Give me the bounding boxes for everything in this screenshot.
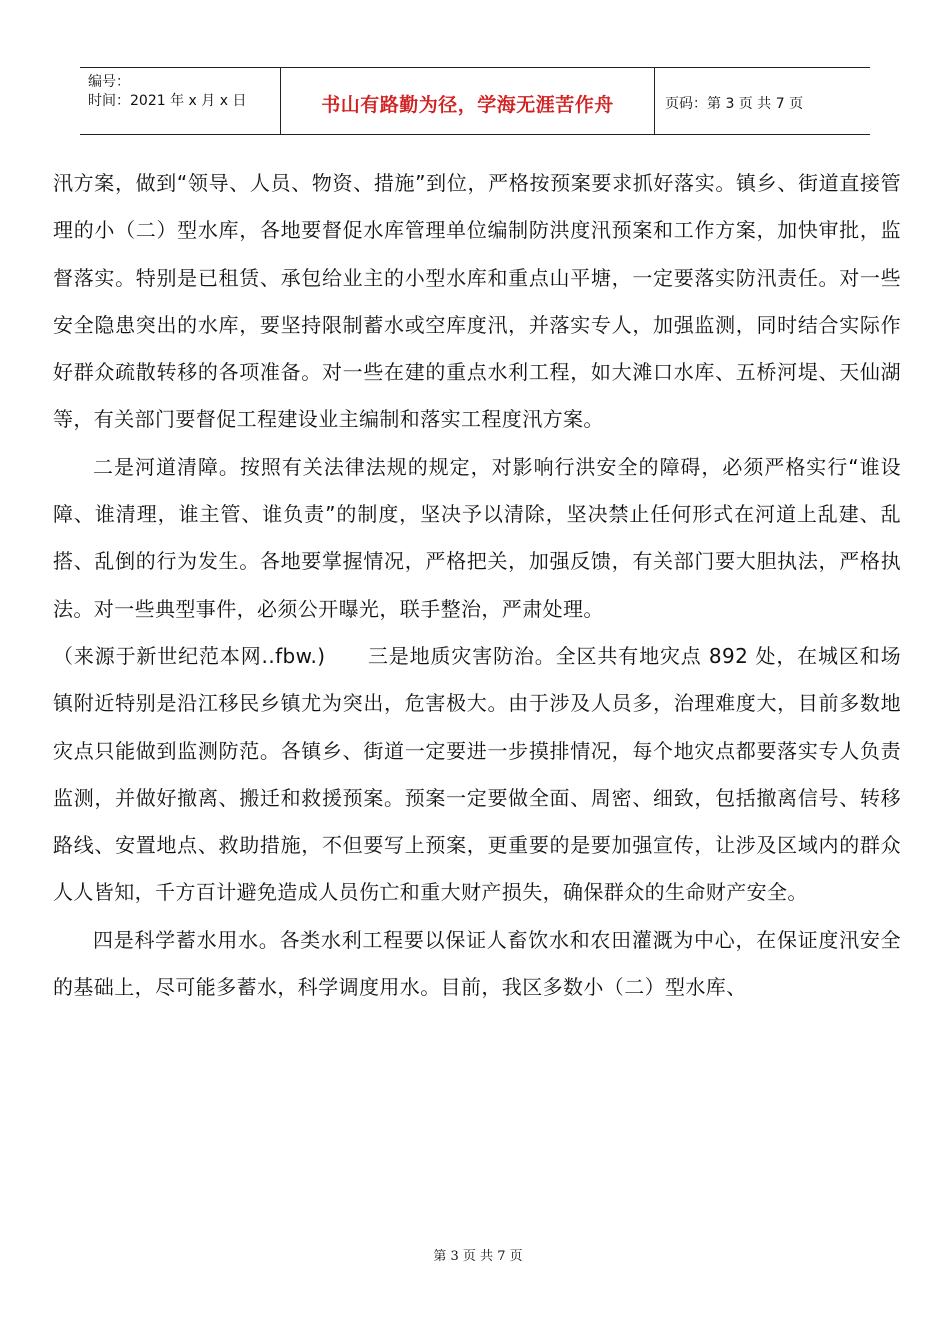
paragraph-geologic-hazard bbox=[53, 633, 901, 917]
paragraph-geologic-hazard-text: 三是地质灾害防治。全区共有地灾点 892 处，在城区和场镇附近特别是沿江移民乡镇尤为突出，危害极大。由于涉及人员多，治理难度大，目前多数地灾点只能做到监测防范。各镇乡、街道一定要进一步摸排情况，每个地灾点都要落实专人负责监测，并做好撤离、搬迁和救援预案。预案一定要做全面、周密、细致，包括撤离信号、转移路线、安置地点、救助措施，不但要写上预案，更重要的是要加强宣传，让涉及区域内的群众人人皆知，千方百计避免造成人员伤亡和重大财产损失，确保群众的生命财产安全。 bbox=[53, 643, 901, 905]
paragraph-river-clearing: 二是河道清障。按照有关法律法规的规定，对影响行洪安全的障碍，必须严格实行“谁设障、谁清理，谁主管、谁负责”的制度，坚决予以清除，坚决禁止任何形式在河道上乱建、乱搭、乱倒的行为发生。各地要掌握情况，严格把关，加强反馈，有关部门要大胆执法，严格执法。对一些典型事件，必须公开曝光，联手整治，严肃处理。 bbox=[53, 454, 901, 621]
date-label: 时间：2021 年 x 月 x 日 bbox=[88, 93, 247, 109]
header-page-cell bbox=[655, 68, 870, 134]
document-body bbox=[53, 160, 901, 1011]
doc-number-label: 编号： bbox=[88, 74, 130, 90]
document-header bbox=[80, 67, 870, 135]
page-footer bbox=[0, 1245, 950, 1264]
paragraph-water-storage: 四是科学蓄水用水。各类水利工程要以保证人畜饮水和农田灌溉为中心，在保证度汛安全的基础上，尽可能多蓄水，科学调度用水。目前，我区多数小（二）型水库、 bbox=[53, 927, 901, 1000]
motto-text: 书山有路勤为径，学海无涯苦作舟 bbox=[321, 93, 614, 116]
source-note: （来源于新世纪范本网..fbw.) bbox=[53, 643, 326, 668]
page-code: 页码：第 3 页 共 7 页 bbox=[665, 96, 804, 112]
paragraph-continued: 汛方案，做到“领导、人员、物资、措施”到位，严格按预案要求抓好落实。镇乡、街道直接管理的小（二）型水库，各地要督促水库管理单位编制防洪度汛预案和工作方案，加快审批，监督落实。特别是已租赁、承包给业主的小型水库和重点山平塘，一定要落实防汛责任。对一些安全隐患突出的水库，要坚持限制蓄水或空库度汛，并落实专人，加强监测，同时结合实际作好群众疏散转移的各项准备。对一些在建的重点水利工程，如大滩口水库、五桥河堤、天仙湖等，有关部门要督促工程建设业主编制和落实工程度汛方案。 bbox=[53, 171, 901, 432]
header-meta-cell bbox=[80, 68, 281, 134]
header-motto-cell bbox=[281, 68, 655, 134]
footer-page-number: 第 3 页 共 7 页 bbox=[433, 1249, 523, 1264]
